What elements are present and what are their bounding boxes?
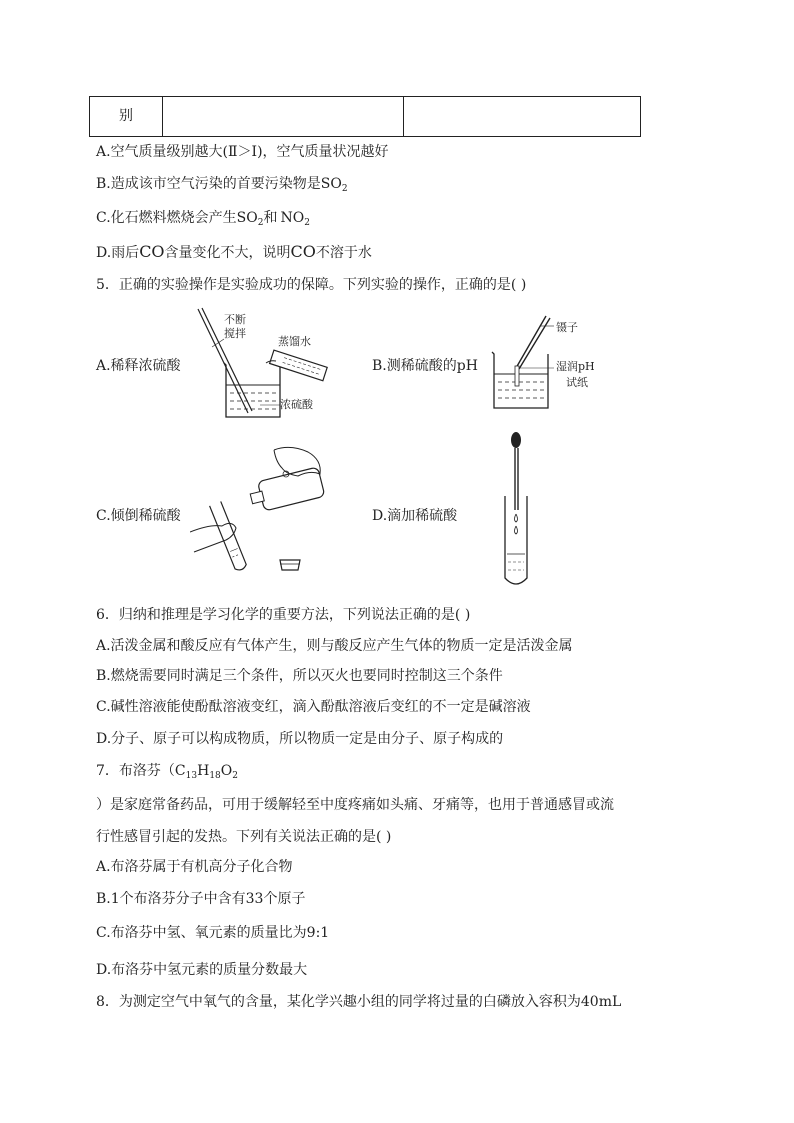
q7-option-a: A.布洛芬属于有机高分子化合物 [96,859,293,875]
option-text: 雨后 [111,245,140,261]
cylinder-body [270,350,328,381]
label-ph-paper-1: 湿润pH [556,360,595,373]
label-stir-2: 搅拌 [224,327,246,340]
figure-dilute-acid [190,305,340,425]
bottle-stopper [280,560,300,570]
label-water: 蒸馏水 [278,335,311,348]
option-letter: C. [96,210,111,226]
q5-option-d-label: D.滴加稀硫酸 [372,508,458,524]
q7-option-d: D.布洛芬中氢元素的质量分数最大 [96,962,308,978]
tube-liquid [230,549,237,552]
q6-option-a: A.活泼金属和酸反应有气体产生，则与酸反应产生气体的物质一定是活泼金属 [96,638,573,654]
subscript: 2 [232,771,238,781]
tweezers-arm [519,318,550,369]
chem-formula: C [174,763,186,779]
option-letter: D. [96,245,112,261]
q6-stem: 6．归纳和推理是学习化学的重要方法，下列说法正确的是( ) [96,607,471,623]
q5-option-c-label: C.倾倒稀硫酸 [96,508,181,524]
q7-option-c: C.布洛芬中氢、氧元素的质量比为9:1 [96,925,330,941]
q4-option-a [96,142,389,162]
q8-stem: 8．为测定空气中氧气的含量，某化学兴趣小组的同学将过量的白磷放入容积为40mL [96,994,622,1010]
chem-formula: O [220,763,233,779]
tweezers [516,316,546,368]
option-text: 化石燃料燃烧会产生 [110,210,237,226]
q5-option-a-label: A.稀释浓硫酸 [96,358,181,374]
bottle-neck [250,491,264,504]
stem-text: 7．布洛芬（ [96,763,175,779]
subscript: 2 [257,218,264,228]
q7-option-b: B.1个布洛芬分子中含有33个原子 [96,891,306,907]
tube-body [210,501,248,571]
table-cell-text: 别 [119,108,133,124]
q4-option-b [96,174,348,199]
test-tube [505,496,527,584]
dropper-bulb [511,432,521,448]
drop [515,526,518,534]
option-text: 不溶于水 [315,245,372,261]
q5-stem: 5．正确的实验操作是实验成功的保障。下列实验的操作，正确的是( ) [96,277,527,293]
option-text: 造成该市空气污染的首要污染物是 [110,176,321,192]
q7-stem-line3: 行性感冒引起的发热。下列有关说法正确的是( ) [96,829,392,845]
q7-stem-line2: ）是家庭常备药品，可用于缓解轻至中度疼痛如头痛、牙痛等，也用于普通感冒或流 [96,797,614,813]
option-letter: B. [96,176,111,192]
q5-option-b-label: B.测稀硫酸的pH [372,358,478,374]
option-letter: A. [96,144,111,160]
chem-formula: NO [280,210,305,226]
chem-formula: H [197,763,210,779]
figure-drop-acid [495,430,545,590]
option-text: 空气质量级别越大(Ⅱ＞Ⅰ)，空气质量状况越好 [110,144,389,160]
label-tweezers: 镊子 [556,321,578,334]
table-cell [163,97,404,137]
q4-option-c [96,208,310,233]
subscript: 2 [341,184,348,194]
q6-option-b: B.燃烧需要同时满足三个条件，所以灭火也要同时控制这三个条件 [96,668,503,684]
q6-option-c: C.碱性溶液能使酚酞溶液变红，滴入酚酞溶液后变红的不一定是碱溶液 [96,699,531,715]
q7-stem-line1 [96,761,238,786]
table-cell [90,97,163,137]
q4-option-d [96,242,372,263]
ph-paper [515,366,519,386]
label-stir-1: 不断 [224,313,246,326]
chem-formula: SO [320,176,342,192]
tube-liquid [232,554,239,557]
hand-left [190,523,236,552]
subscript: 2 [304,218,310,228]
chem-formula: CO [290,242,316,261]
figure-pour-acid [190,440,340,580]
subscript: 18 [209,771,221,781]
table-cell [404,97,641,137]
option-text: 和 [263,210,278,226]
test-tube-tilted [210,501,248,571]
drop [515,514,518,522]
pouring-cylinder [270,350,328,381]
label-acid: 浓硫酸 [280,398,313,411]
label-ph-paper-2: 试纸 [566,376,588,389]
option-text: 含量变化不大，说明 [164,245,291,261]
chem-formula: SO [236,210,258,226]
table-fragment [89,96,641,137]
figure-measure-ph [488,312,618,412]
chem-formula: CO [139,242,165,261]
bottle-body [257,467,324,511]
q6-option-d: D.分子、原子可以构成物质，所以物质一定是由分子、原子构成的 [96,731,504,747]
subscript: 13 [185,771,198,781]
reagent-bottle [248,467,325,514]
